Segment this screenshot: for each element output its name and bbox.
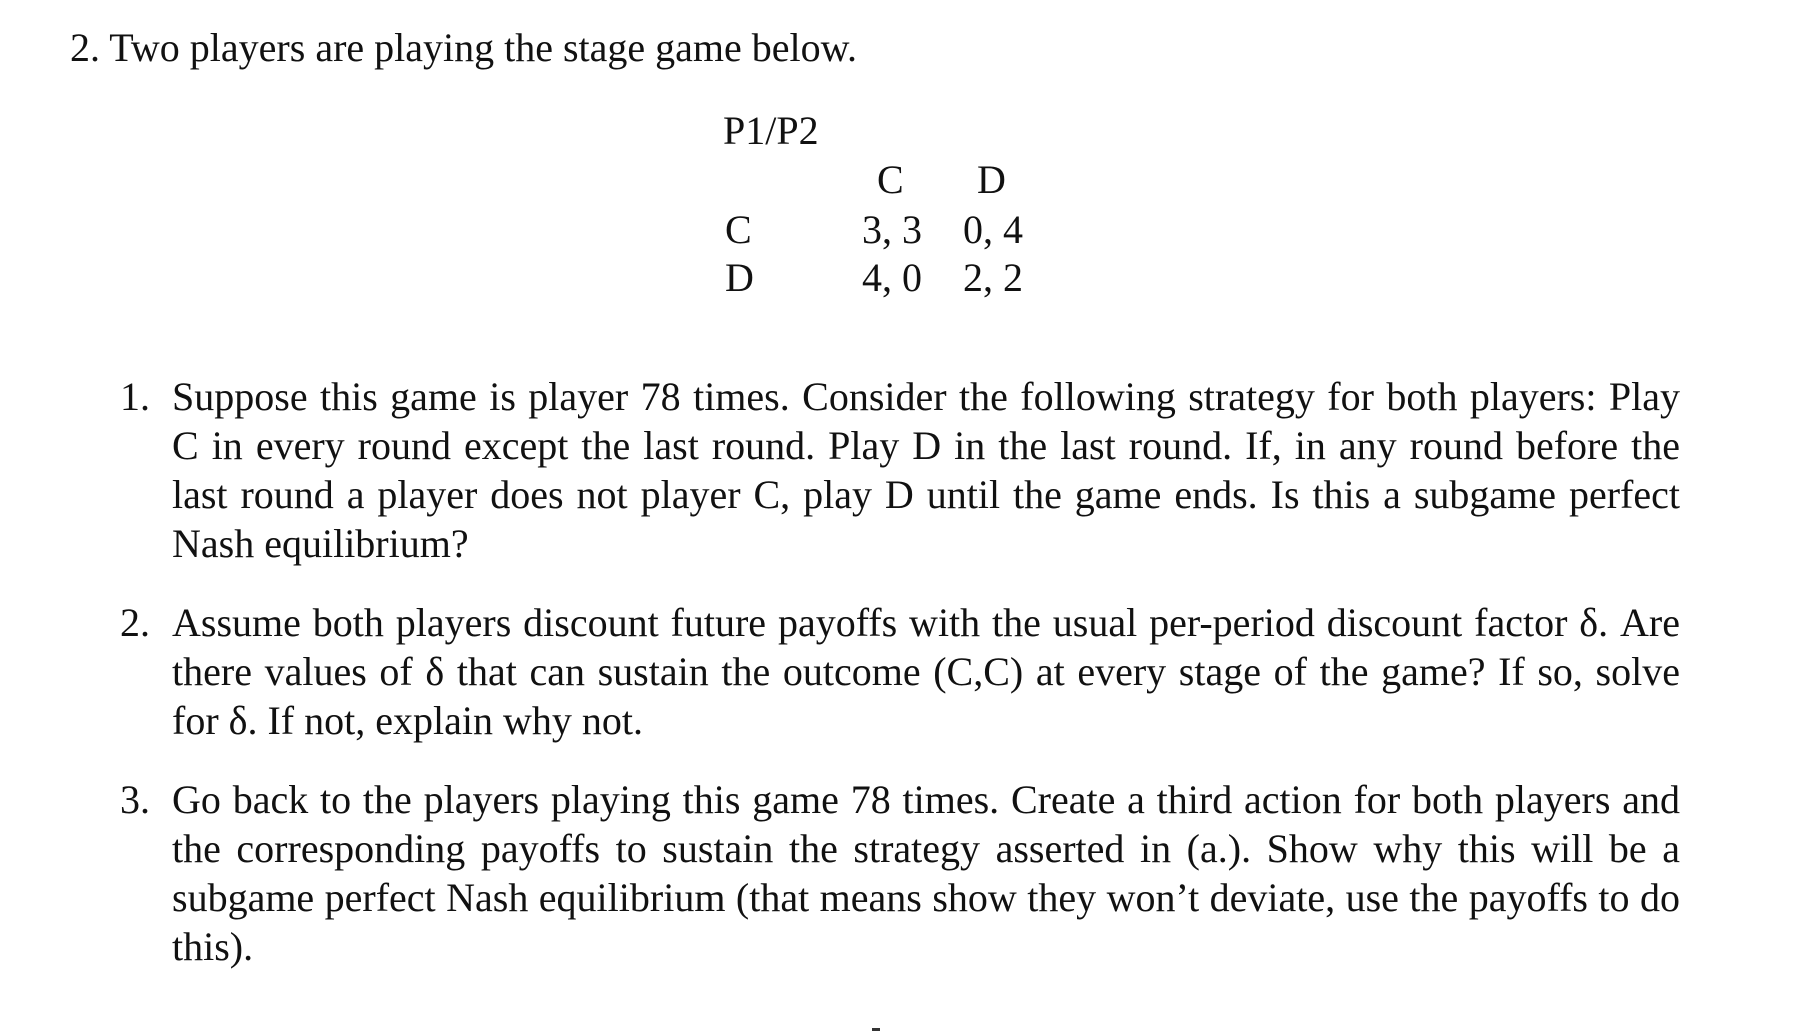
question-item <box>120 372 1680 568</box>
column-action-c: C <box>877 157 904 202</box>
question-list <box>120 372 1680 1001</box>
row-action-c: C <box>725 207 752 252</box>
question-text: Assume both players discount future payoffs with the usual per-period discount factor δ. Are there values of δ that can sustain the outcome (C,C) at every stage of the game? If so, solve for δ. If not, explain why not. <box>172 600 1680 743</box>
question-text: Go back to the players playing this game 78 times. Create a third action for both players and the corresponding payoffs to sustain the strategy asserted in (a.). Show why this will be a subgame perfect Nash equilibrium (that means show they won’t deviate, use the payoffs to do this). <box>172 777 1680 969</box>
payoff-cell-dd: 2, 2 <box>963 255 1023 300</box>
problem-heading: 2. Two players are playing the stage game below. <box>70 25 857 70</box>
payoff-cell-cd: 0, 4 <box>963 207 1023 252</box>
payoff-cell-dc: 4, 0 <box>862 255 922 300</box>
question-number: 2. <box>120 600 150 645</box>
payoff-cell-cc: 3, 3 <box>862 207 922 252</box>
row-action-d: D <box>725 255 754 300</box>
question-number: 3. <box>120 777 150 822</box>
players-label: P1/P2 <box>723 108 819 153</box>
question-item <box>120 598 1680 745</box>
question-number: 1. <box>120 374 150 419</box>
page-number-fragment <box>872 1028 880 1031</box>
column-action-d: D <box>977 157 1006 202</box>
question-item <box>120 775 1680 971</box>
question-text: Suppose this game is player 78 times. Consider the following strategy for both players: Play C in every round except the last round. Play D in the last round. If, in any round before the last round a player does not player C, play D until the game ends. Is this a subgame perfect Nash equilibrium? <box>172 374 1680 566</box>
